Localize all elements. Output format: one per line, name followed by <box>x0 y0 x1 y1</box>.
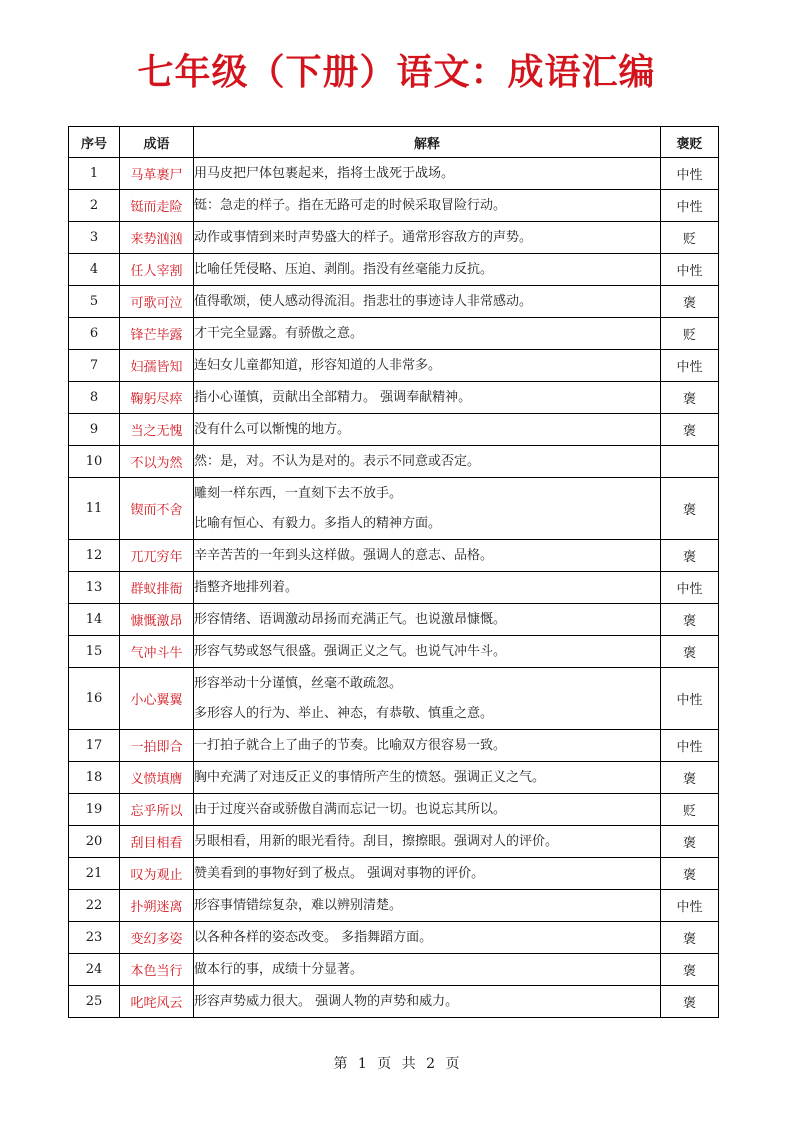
table-row <box>69 318 719 350</box>
explanation-line: 以各种各样的姿态改变。 多指舞蹈方面。 <box>194 929 433 945</box>
explanation-line: 由于过度兴奋或骄傲自满而忘记一切。也说忘其所以。 <box>194 801 507 817</box>
explanation-cell <box>194 604 661 636</box>
explanation-cell <box>194 382 661 414</box>
idiom-cell: 马革裹尸 <box>120 158 194 190</box>
page-title: 七年级（下册）语文：成语汇编 <box>137 51 656 93</box>
row-number: 13 <box>69 572 120 604</box>
row-number: 3 <box>69 222 120 254</box>
row-number: 1 <box>69 158 120 190</box>
explanation-cell <box>194 668 661 730</box>
row-number: 12 <box>69 540 120 572</box>
explanation-line: 多形容人的行为、举止、神态，有恭敬、慎重之意。 <box>194 705 494 721</box>
row-number: 8 <box>69 382 120 414</box>
table-row <box>69 286 719 318</box>
row-number: 10 <box>69 446 120 478</box>
explanation-line: 另眼相看，用新的眼光看待。刮目，擦擦眼。强调对人的评价。 <box>194 833 559 849</box>
row-number: 7 <box>69 350 120 382</box>
row-number: 24 <box>69 954 120 986</box>
explanation-cell <box>194 636 661 668</box>
explanation-line: 指小心谨慎，贡献出全部精力。 强调奉献精神。 <box>194 389 472 405</box>
tone-cell: 贬 <box>661 794 719 826</box>
explanation-cell <box>194 286 661 318</box>
tone-cell: 褒 <box>661 858 719 890</box>
tone-cell: 褒 <box>661 922 719 954</box>
idiom-cell: 忘乎所以 <box>120 794 194 826</box>
table-body <box>69 158 719 1018</box>
header-explanation: 解释 <box>194 127 661 158</box>
table-row <box>69 158 719 190</box>
explanation-cell <box>194 350 661 382</box>
idiom-cell: 来势汹汹 <box>120 222 194 254</box>
explanation-line: 一打拍子就合上了曲子的节奏。比喻双方很容易一致。 <box>194 737 507 753</box>
row-number: 15 <box>69 636 120 668</box>
table-row <box>69 890 719 922</box>
table-row <box>69 478 719 540</box>
table-row <box>69 190 719 222</box>
tone-cell: 中性 <box>661 730 719 762</box>
tone-cell: 褒 <box>661 286 719 318</box>
idiom-cell: 任人宰割 <box>120 254 194 286</box>
idiom-cell: 义愤填膺 <box>120 762 194 794</box>
explanation-cell <box>194 254 661 286</box>
explanation-cell <box>194 414 661 446</box>
table-row <box>69 954 719 986</box>
explanation-cell <box>194 954 661 986</box>
explanation-line: 指整齐地排列着。 <box>194 579 299 595</box>
idiom-table <box>68 126 719 1018</box>
row-number: 18 <box>69 762 120 794</box>
table-row <box>69 414 719 446</box>
row-number: 11 <box>69 478 120 540</box>
tone-cell: 中性 <box>661 350 719 382</box>
tone-cell: 褒 <box>661 478 719 540</box>
table-row <box>69 446 719 478</box>
explanation-line: 连妇女儿童都知道，形容知道的人非常多。 <box>194 357 442 373</box>
explanation-cell <box>194 858 661 890</box>
row-number: 21 <box>69 858 120 890</box>
explanation-cell <box>194 158 661 190</box>
table-header-row <box>69 127 719 158</box>
idiom-cell: 当之无愧 <box>120 414 194 446</box>
explanation-line: 胸中充满了对违反正义的事情所产生的愤怒。强调正义之气。 <box>194 769 546 785</box>
idiom-cell: 锲而不舍 <box>120 478 194 540</box>
tone-cell: 贬 <box>661 222 719 254</box>
row-number: 22 <box>69 890 120 922</box>
row-number: 25 <box>69 986 120 1018</box>
idiom-cell: 铤而走险 <box>120 190 194 222</box>
row-number: 2 <box>69 190 120 222</box>
row-number: 9 <box>69 414 120 446</box>
table-row <box>69 730 719 762</box>
table-row <box>69 668 719 730</box>
idiom-cell: 群蚁排衙 <box>120 572 194 604</box>
explanation-line: 雕刻一样东西，一直刻下去不放手。 <box>194 485 403 501</box>
explanation-cell <box>194 540 661 572</box>
explanation-cell <box>194 762 661 794</box>
idiom-cell: 慷慨激昂 <box>120 604 194 636</box>
idiom-cell: 气冲斗牛 <box>120 636 194 668</box>
explanation-line: 动作或事情到来时声势盛大的样子。通常形容敌方的声势。 <box>194 229 533 245</box>
table-row <box>69 572 719 604</box>
tone-cell: 褒 <box>661 414 719 446</box>
idiom-cell: 一拍即合 <box>120 730 194 762</box>
tone-cell: 中性 <box>661 158 719 190</box>
header-idiom: 成语 <box>120 127 194 158</box>
explanation-cell <box>194 986 661 1018</box>
tone-cell: 中性 <box>661 668 719 730</box>
row-number: 23 <box>69 922 120 954</box>
explanation-line: 没有什么可以惭愧的地方。 <box>194 421 351 437</box>
tone-cell: 褒 <box>661 762 719 794</box>
idiom-cell: 妇孺皆知 <box>120 350 194 382</box>
explanation-cell <box>194 922 661 954</box>
explanation-cell <box>194 190 661 222</box>
tone-cell: 褒 <box>661 382 719 414</box>
explanation-cell <box>194 572 661 604</box>
explanation-line: 比喻有恒心、有毅力。多指人的精神方面。 <box>194 515 442 531</box>
row-number: 6 <box>69 318 120 350</box>
table-row <box>69 222 719 254</box>
explanation-line: 用马皮把尸体包裹起来，指将士战死于战场。 <box>194 165 455 181</box>
idiom-cell: 可歌可泣 <box>120 286 194 318</box>
idiom-cell: 扑朔迷离 <box>120 890 194 922</box>
explanation-cell <box>194 222 661 254</box>
explanation-line: 比喻任凭侵略、压迫、剥削。指没有丝毫能力反抗。 <box>194 261 494 277</box>
explanation-cell <box>194 890 661 922</box>
table-row <box>69 826 719 858</box>
tone-cell: 中性 <box>661 572 719 604</box>
explanation-line: 形容情绪、语调激动昂扬而充满正气。也说激昂慷慨。 <box>194 611 507 627</box>
page-footer: 第 1 页 共 2 页 <box>333 1056 460 1072</box>
explanation-line: 然：是，对。不认为是对的。表示不同意或否定。 <box>194 453 481 469</box>
header-number: 序号 <box>69 127 120 158</box>
explanation-line: 形容气势或怒气很盛。强调正义之气。也说气冲牛斗。 <box>194 643 507 659</box>
tone-cell: 褒 <box>661 954 719 986</box>
tone-cell: 褒 <box>661 636 719 668</box>
explanation-line: 才干完全显露。有骄傲之意。 <box>194 325 364 341</box>
explanation-line: 做本行的事，成绩十分显著。 <box>194 961 364 977</box>
table-row <box>69 350 719 382</box>
explanation-cell <box>194 446 661 478</box>
tone-cell: 贬 <box>661 318 719 350</box>
table-row <box>69 986 719 1018</box>
tone-cell: 褒 <box>661 986 719 1018</box>
idiom-cell: 锋芒毕露 <box>120 318 194 350</box>
tone-cell: 褒 <box>661 604 719 636</box>
explanation-cell <box>194 478 661 540</box>
tone-cell: 褒 <box>661 826 719 858</box>
explanation-cell <box>194 318 661 350</box>
idiom-cell: 小心翼翼 <box>120 668 194 730</box>
explanation-line: 辛辛苦苦的一年到头这样做。强调人的意志、品格。 <box>194 547 494 563</box>
explanation-line: 形容声势威力很大。 强调人物的声势和威力。 <box>194 993 459 1009</box>
tone-cell: 褒 <box>661 540 719 572</box>
row-number: 19 <box>69 794 120 826</box>
table-row <box>69 858 719 890</box>
idiom-cell: 不以为然 <box>120 446 194 478</box>
explanation-line: 值得歌颂，使人感动得流泪。指悲壮的事迹诗人非常感动。 <box>194 293 533 309</box>
row-number: 20 <box>69 826 120 858</box>
idiom-cell: 叱咤风云 <box>120 986 194 1018</box>
idiom-cell: 叹为观止 <box>120 858 194 890</box>
row-number: 4 <box>69 254 120 286</box>
idiom-cell: 变幻多姿 <box>120 922 194 954</box>
table-row <box>69 604 719 636</box>
table-row <box>69 254 719 286</box>
row-number: 14 <box>69 604 120 636</box>
table-row <box>69 762 719 794</box>
explanation-line: 形容举动十分谨慎，丝毫不敢疏忽。 <box>194 675 403 691</box>
explanation-line: 铤：急走的样子。指在无路可走的时候采取冒险行动。 <box>194 197 507 213</box>
tone-cell <box>661 446 719 478</box>
explanation-cell <box>194 794 661 826</box>
explanation-cell <box>194 826 661 858</box>
table-row <box>69 540 719 572</box>
row-number: 5 <box>69 286 120 318</box>
table-row <box>69 636 719 668</box>
table-row <box>69 794 719 826</box>
tone-cell: 中性 <box>661 254 719 286</box>
table-row <box>69 922 719 954</box>
tone-cell: 中性 <box>661 190 719 222</box>
idiom-cell: 兀兀穷年 <box>120 540 194 572</box>
explanation-line: 形容事情错综复杂，难以辨别清楚。 <box>194 897 403 913</box>
idiom-cell: 本色当行 <box>120 954 194 986</box>
tone-cell: 中性 <box>661 890 719 922</box>
table-row <box>69 382 719 414</box>
idiom-cell: 刮目相看 <box>120 826 194 858</box>
explanation-cell <box>194 730 661 762</box>
idiom-cell: 鞠躬尽瘁 <box>120 382 194 414</box>
explanation-line: 赞美看到的事物好到了极点。 强调对事物的评价。 <box>194 865 485 881</box>
header-tone: 褒贬 <box>661 127 719 158</box>
row-number: 17 <box>69 730 120 762</box>
row-number: 16 <box>69 668 120 730</box>
